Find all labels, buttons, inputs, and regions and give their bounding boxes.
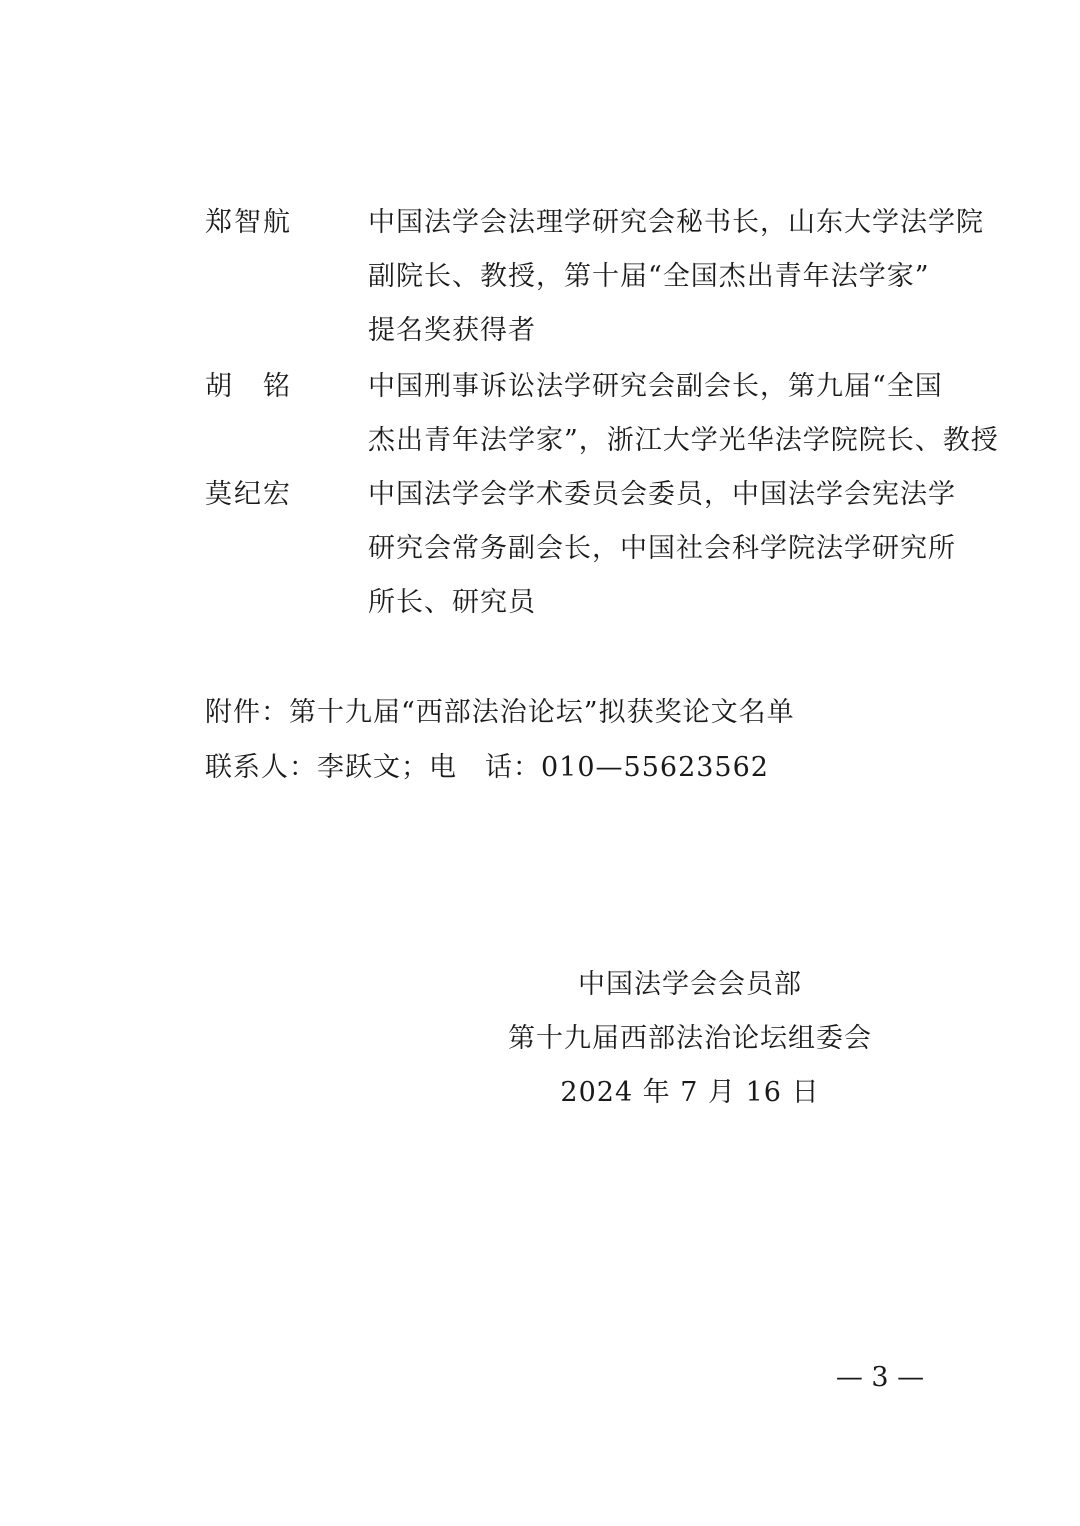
signature-block <box>480 958 900 1120</box>
description-line: 中国法学会法理学研究会秘书长，山东大学法学院 <box>368 207 984 238</box>
description-line: 杰出青年法学家”，浙江大学光华法学院院长、教授 <box>368 425 999 456</box>
page-number: — 3 — <box>835 1362 925 1393</box>
description-line: 副院长、教授，第十届“全国杰出青年法学家” <box>368 261 930 292</box>
description-line: 提名奖获得者 <box>368 315 536 346</box>
description-line: 中国刑事诉讼法学研究会副会长，第九届“全国 <box>368 371 943 402</box>
member-name: 莫纪宏 <box>205 479 292 510</box>
signature-date: 2024 年 7 月 16 日 <box>560 1077 820 1108</box>
contact-line: 联系人：李跃文；电 话：010—55623562 <box>205 752 769 783</box>
description-line: 所长、研究员 <box>368 587 536 618</box>
member-description <box>368 360 999 468</box>
signature-org: 中国法学会会员部 <box>578 969 802 1000</box>
description-line: 中国法学会学术委员会委员，中国法学会宪法学 <box>368 479 956 510</box>
signature-committee: 第十九届西部法治论坛组委会 <box>508 1023 872 1054</box>
attachment-line: 附件：第十九届“西部法治论坛”拟获奖论文名单 <box>205 697 795 728</box>
description-line: 研究会常务副会长，中国社会科学院法学研究所 <box>368 533 956 564</box>
member-name: 郑智航 <box>205 207 292 238</box>
member-description <box>368 468 968 630</box>
member-description <box>368 196 984 358</box>
member-name: 胡 铭 <box>205 371 292 402</box>
